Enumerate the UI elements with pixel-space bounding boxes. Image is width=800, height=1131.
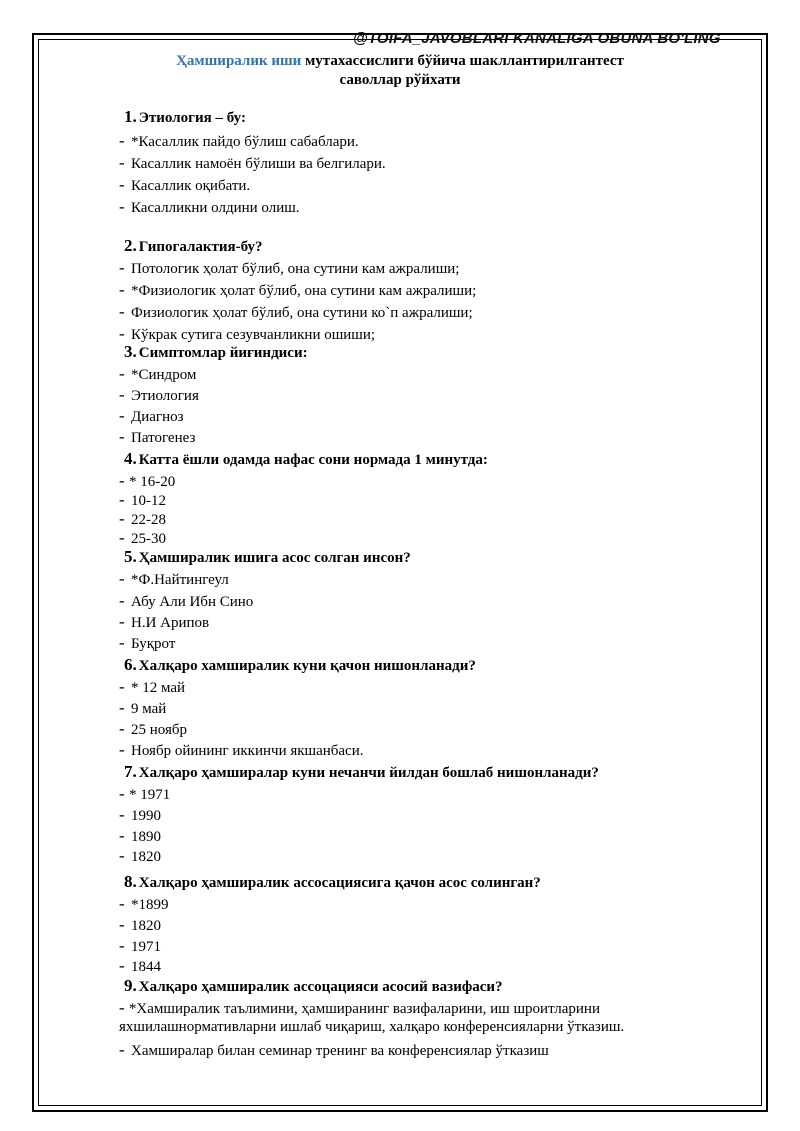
answer-text: Буқрот: [131, 636, 176, 652]
answer-text: 1820: [131, 918, 161, 934]
answer-text: Касаллик оқибати.: [131, 178, 251, 194]
question-heading: [119, 107, 386, 131]
answer-text: * 16-20: [129, 474, 176, 490]
question-text: Гипогалактия-бу?: [138, 239, 263, 255]
answer-text: Касалликни олдини олиш.: [131, 200, 300, 216]
answer-text: Патогенез: [131, 430, 196, 446]
answer-option: - 22-28: [119, 509, 166, 528]
document-title: [120, 52, 680, 90]
answer-text: 9 май: [131, 701, 167, 717]
question-heading: [119, 236, 476, 258]
answer-option: - *1899: [119, 894, 169, 913]
answer-option: - *Физиологик ҳолат бўлиб, она сутини кам ажралиши;: [119, 280, 477, 299]
answer-text: 22-28: [131, 512, 166, 528]
answer-text: 1990: [131, 808, 161, 824]
answer-text: *Хамширалик таълимини, ҳамширанинг вазифаларини, иш шроитларини яхшилашнормативларни ишлаб чиқариш, халқаро конференсияларни ўтказиш.: [119, 1001, 625, 1035]
question-text: Этиология – бу:: [138, 110, 246, 126]
question-block: [119, 342, 308, 448]
answer-text: Диагноз: [131, 409, 184, 425]
answer-text: 25 ноябр: [131, 722, 188, 738]
question-text: Симптомлар йиғиндиси:: [138, 345, 308, 361]
answer-option: - Кўкрак сутига сезувчанликни ошиши;: [119, 324, 376, 343]
question-block: [119, 655, 476, 761]
answer-text: Касаллик намоён бўлиши ва белгилари.: [131, 156, 386, 172]
answer-option: - 1990: [119, 805, 161, 824]
answer-text: Кўкрак сутига сезувчанликни ошиши;: [131, 327, 376, 343]
answer-text: Хамширалар билан семинар тренинг ва конференсиялар ўтказиш: [131, 1043, 549, 1059]
answer-text: 1820: [131, 849, 161, 865]
answer-text: * 12 май: [131, 680, 186, 696]
answer-text: *1899: [131, 897, 169, 913]
answer-text: Абу Али Ибн Сино: [131, 594, 254, 610]
answer-option: - 25 ноябр: [119, 719, 188, 738]
question-heading: [119, 449, 488, 471]
answer-option: - 9 май: [119, 698, 167, 717]
question-block: [119, 449, 488, 547]
question-text: Халқаро ҳамширалар куни нечанчи йилдан бошлаб нишонланади?: [138, 765, 599, 781]
question-number: 4.: [124, 449, 137, 468]
question-text: Халқаро хамширалик куни қачон нишонланади?: [138, 658, 476, 674]
question-number: 1.: [124, 107, 137, 126]
question-block: [119, 872, 541, 976]
answer-text: Н.И Арипов: [131, 615, 210, 631]
answer-option: - 1820: [119, 915, 161, 934]
answer-option: - *Синдром: [119, 364, 197, 383]
answer-option: - *Ф.Найтингеул: [119, 569, 229, 588]
answer-text: Физиологик ҳолат бўлиб, она сутини ко`п ажралиши;: [131, 305, 473, 321]
answer-option: - * 1971: [119, 784, 171, 803]
answer-text: * 1971: [129, 787, 171, 803]
answer-text: 10-12: [131, 493, 166, 509]
answer-option: - 1890: [119, 826, 161, 845]
question-text: Ҳамширалик ишига асос солган инсон?: [138, 550, 411, 566]
answer-text: 1971: [131, 939, 161, 955]
answer-option: - Хамширалар билан семинар тренинг ва конференсиялар ўтказиш: [119, 1040, 549, 1059]
question-text: Халқаро ҳамширалик ассосациясига қачон асос солинган?: [138, 875, 541, 891]
question-block: [119, 547, 411, 654]
title-rest: мутахассислиги бўйича шакллантирилгантест: [301, 53, 624, 69]
question-block: [119, 107, 386, 219]
answer-option: - Ноябр ойининг иккинчи якшанбаси.: [119, 740, 364, 759]
question-number: 3.: [124, 342, 137, 361]
question-heading: [119, 976, 659, 999]
answer-text: *Синдром: [131, 367, 197, 383]
answer-option: - Буқрот: [119, 633, 176, 652]
answer-text: Потологик ҳолат бўлиб, она сутини кам ажралиши;: [131, 261, 460, 277]
question-block: [119, 976, 659, 1061]
question-number: 8.: [124, 872, 137, 891]
answer-text: *Касаллик пайдо бўлиш сабаблари.: [131, 134, 359, 150]
answer-option: - 1971: [119, 936, 161, 955]
answer-text: 1890: [131, 829, 161, 845]
title-line2: саволлар рўйхати: [339, 72, 461, 88]
answer-option: - *Касаллик пайдо бўлиш сабаблари.: [119, 131, 359, 150]
answer-option: - Потологик ҳолат бўлиб, она сутини кам ажралиши;: [119, 258, 460, 277]
question-number: 9.: [124, 976, 137, 995]
answer-option: - Физиологик ҳолат бўлиб, она сутини ко`п ажралиши;: [119, 302, 473, 321]
question-text: Халқаро ҳамширалик ассоцацияси асосий вазифаси?: [138, 979, 503, 995]
title-highlight: Ҳамширалик иши: [176, 53, 302, 69]
answer-option: - Касалликни олдини олиш.: [119, 197, 300, 216]
answer-option: - Диагноз: [119, 406, 184, 425]
answer-option: - Патогенез: [119, 427, 196, 446]
question-heading: [119, 762, 599, 784]
answer-option: - * 16-20: [119, 471, 176, 490]
answer-text: *Ф.Найтингеул: [131, 572, 229, 588]
question-heading: [119, 342, 308, 364]
question-number: 2.: [124, 236, 137, 255]
answer-text: *Физиологик ҳолат бўлиб, она сутини кам ажралиши;: [131, 283, 477, 299]
answer-option: - Этиология: [119, 385, 199, 404]
question-text: Катта ёшли одамда нафас сони нормада 1 минутда:: [138, 452, 488, 468]
answer-text: Ноябр ойининг иккинчи якшанбаси.: [131, 743, 364, 759]
answer-option: - Касаллик намоён бўлиши ва белгилари.: [119, 153, 386, 172]
question-number: 6.: [124, 655, 137, 674]
answer-text: Этиология: [131, 388, 199, 404]
answer-option: - 1844: [119, 956, 161, 975]
answer-option: - 10-12: [119, 490, 166, 509]
answer-option: - Касаллик оқибати.: [119, 175, 251, 194]
question-heading: [119, 872, 541, 894]
answer-option: - Н.И Арипов: [119, 612, 210, 631]
watermark: @TOIFA_JAVOBLARI KANALIGA OBUNA BO'LING: [353, 30, 721, 47]
answer-option: - 1820: [119, 846, 161, 865]
answer-option: - *Хамширалик таълимини, ҳамширанинг вазифаларини, иш шроитларини яхшилашнормативларни ишлаб чиқариш, халқаро конференсияларни ўтказиш.: [119, 998, 625, 1035]
question-heading: [119, 655, 476, 677]
answer-option: - 25-30: [119, 528, 166, 547]
answer-option: - Абу Али Ибн Сино: [119, 591, 254, 610]
question-heading: [119, 547, 411, 569]
answer-option: - * 12 май: [119, 677, 186, 696]
question-number: 7.: [124, 762, 137, 781]
answer-text: 25-30: [131, 531, 166, 547]
answer-text: 1844: [131, 959, 161, 975]
question-block: [119, 236, 476, 346]
question-block: [119, 762, 599, 866]
question-number: 5.: [124, 547, 137, 566]
